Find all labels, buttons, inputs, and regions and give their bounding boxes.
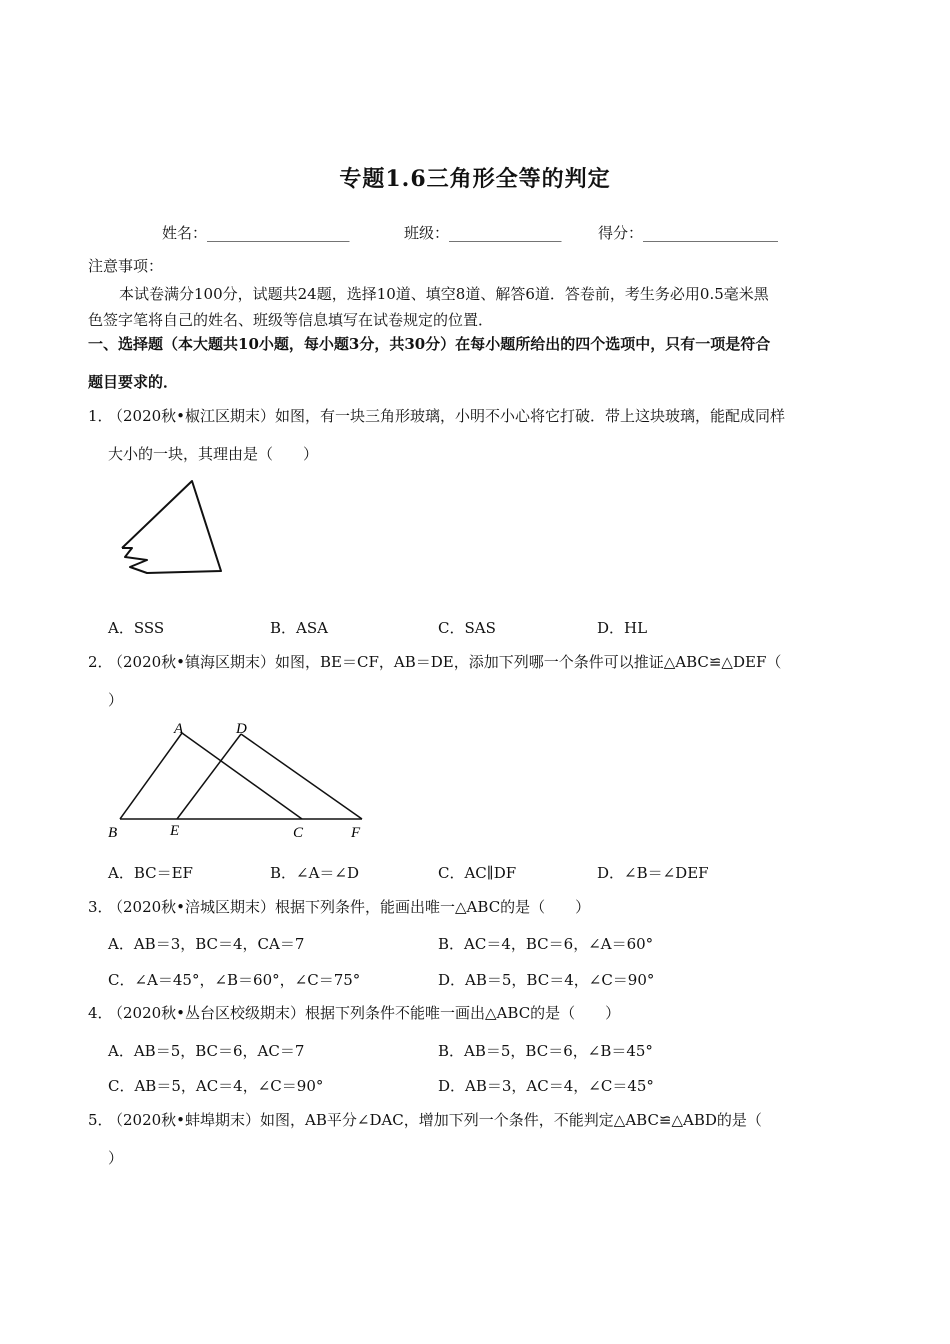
question-1-option-d: D．HL (597, 619, 648, 637)
question-4-option-c: C．AB＝5，AC＝4，∠C＝90° (108, 1077, 324, 1095)
question-5-text: （2020秋•蚌埠期末）如图，AB平分∠DAC，增加下列一个条件，不能判定△ABC≌△ABD的是（ (108, 1111, 762, 1129)
section-heading-line-2: 题目要求的． (88, 373, 179, 391)
question-4-option-a: A．AB＝5，BC＝6，AC＝7 (108, 1042, 305, 1060)
question-3-option-b: B．AC＝4，BC＝6，∠A＝60° (438, 935, 654, 953)
page-title: 专题1.6三角形全等的判定 (339, 166, 611, 192)
question-5-number: 5． (88, 1111, 113, 1129)
question-1-text: （2020秋•椒江区期末）如图，有一块三角形玻璃，小明不小心将它打破．带上这块玻璃，能配成同样 (108, 407, 786, 425)
question-2-number: 2． (88, 653, 113, 671)
question-1-option-a: A．SSS (108, 619, 165, 637)
question-2-option-d: D．∠B＝∠DEF (597, 864, 709, 882)
figure-label-f: F (351, 825, 361, 840)
question-3-option-c: C．∠A＝45°，∠B＝60°，∠C＝75° (108, 971, 361, 989)
question-1-text-cont: 大小的一块，其理由是（ ） (108, 445, 319, 463)
notice-heading: 注意事项： (88, 257, 164, 275)
question-4-number: 4． (88, 1004, 113, 1022)
question-3-number: 3． (88, 898, 113, 916)
question-2-option-a: A．BC＝EF (108, 864, 193, 882)
figure-label-c: C (293, 825, 304, 840)
score-field-label: 得分：__________________ (598, 224, 779, 242)
question-4-text: （2020秋•丛台区校级期末）根据下列条件不能唯一画出△ABC的是（ ） (108, 1004, 621, 1022)
question-2-text-cont: ） (108, 691, 124, 709)
question-4-option-d: D．AB＝3，AC＝4，∠C＝45° (438, 1077, 654, 1095)
broken-glass-triangle-figure (100, 475, 230, 580)
two-triangles-figure (100, 715, 370, 840)
name-field-label: 姓名：___________________ (162, 224, 350, 242)
question-3-option-a: A．AB＝3，BC＝4，CA＝7 (108, 935, 305, 953)
notice-line-1: 本试卷满分100分，试题共24题，选择10道、填空8道、解答6道．答卷前，考生务必用0.5毫米黑 (119, 285, 769, 303)
section-heading-line-1: 一、选择题（本大题共10小题，每小题3分，共30分）在每小题所给出的四个选项中，只有一项是符合 (88, 335, 771, 353)
notice-line-2: 色签字笔将自己的姓名、班级等信息填写在试卷规定的位置． (88, 311, 494, 329)
figure-label-b: B (108, 825, 118, 840)
question-1-option-c: C．SAS (438, 619, 496, 637)
question-4-option-b: B．AB＝5，BC＝6，∠B＝45° (438, 1042, 653, 1060)
question-2-text: （2020秋•镇海区期末）如图，BE＝CF，AB＝DE，添加下列哪一个条件可以推证△ABC≌△DEF（ (108, 653, 782, 671)
question-1-option-b: B．ASA (270, 619, 328, 637)
question-1-number: 1． (88, 407, 113, 425)
class-field-label: 班级：_______________ (404, 224, 562, 242)
question-3-option-d: D．AB＝5，BC＝4，∠C＝90° (438, 971, 655, 989)
figure-label-a: A (174, 721, 184, 737)
question-2-option-b: B．∠A＝∠D (270, 864, 360, 882)
question-5-text-cont: ） (108, 1149, 124, 1167)
question-3-text: （2020秋•涪城区期末）根据下列条件，能画出唯一△ABC的是（ ） (108, 898, 591, 916)
question-2-option-c: C．AC∥DF (438, 864, 517, 882)
figure-label-e: E (170, 823, 180, 839)
figure-label-d: D (236, 721, 247, 737)
